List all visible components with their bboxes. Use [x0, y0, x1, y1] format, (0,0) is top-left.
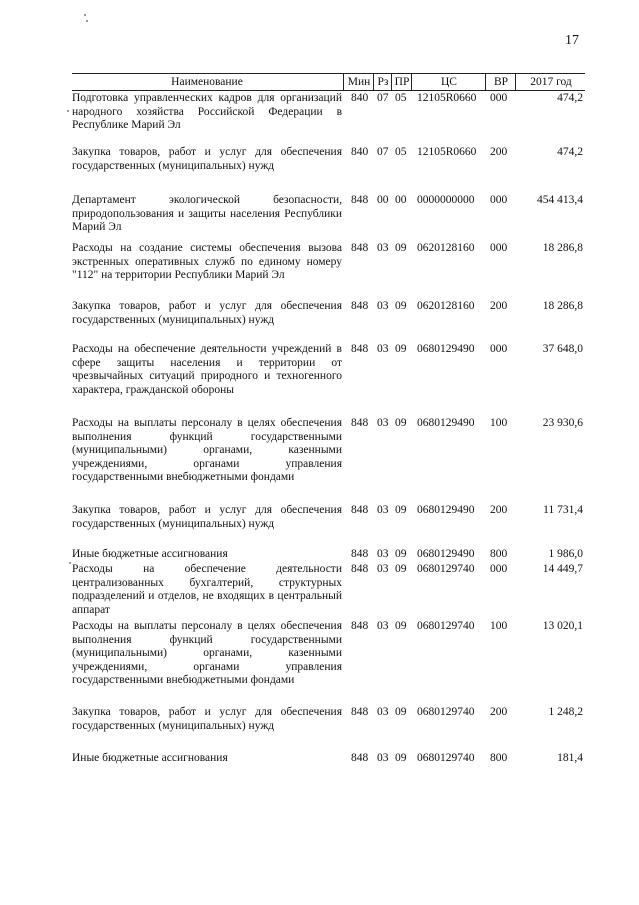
row-min: 848: [351, 706, 369, 718]
row-pr: 05: [395, 146, 407, 158]
row-min: 848: [351, 194, 369, 206]
row-vr: 000: [490, 242, 508, 254]
page-number: 17: [565, 33, 579, 48]
row-min: 848: [351, 300, 369, 312]
row-min: 840: [351, 146, 369, 158]
row-name: Иные бюджетные ассигнования: [72, 548, 228, 560]
row-pr: 09: [395, 563, 407, 575]
row-amount: 11 731,4: [543, 504, 583, 516]
row-rz: 00: [377, 194, 389, 206]
row-amount: 474,2: [557, 92, 583, 104]
row-amount: 18 286,8: [542, 300, 583, 312]
row-rz: 07: [377, 92, 389, 104]
table-header: [72, 73, 585, 91]
row-min: 848: [351, 242, 369, 254]
row-vr: 100: [490, 620, 508, 632]
row-vr: 200: [490, 146, 508, 158]
row-rz: 03: [377, 563, 389, 575]
row-vr: 100: [490, 417, 508, 429]
header-year: 2017 год: [515, 74, 586, 90]
scan-speck: [84, 14, 86, 16]
row-amount: 13 020,1: [542, 620, 583, 632]
row-min: 848: [351, 343, 369, 355]
row-pr: 09: [395, 504, 407, 516]
row-vr: 200: [490, 706, 508, 718]
row-pr: 09: [395, 343, 407, 355]
header-cs: ЦС: [411, 74, 486, 90]
table-row: [72, 194, 585, 242]
header-pr: ПР: [391, 74, 412, 90]
row-min: 848: [351, 548, 369, 560]
table-row: [72, 752, 585, 768]
row-name: Расходы на создание системы обеспечения вызова экстренных оперативных служб по единому номеру "112" на территории Республики Марий Эл: [72, 242, 342, 282]
row-name: Иные бюджетные ассигнования: [72, 752, 228, 764]
table-row: [72, 548, 585, 563]
scan-speck: [69, 562, 71, 564]
row-name: Департамент экологической безопасности, природопользования и защиты населения Республики Марий Эл: [72, 194, 342, 234]
row-cs: 0620128160: [417, 300, 475, 312]
row-name: Закупка товаров, работ и услуг для обеспечения государственных (муниципальных) нужд: [72, 706, 342, 732]
row-rz: 03: [377, 620, 389, 632]
row-amount: 23 930,6: [542, 417, 583, 429]
row-cs: 0680129490: [417, 417, 475, 429]
header-min: Мин: [343, 74, 374, 90]
row-name: Расходы на обеспечение деятельности учреждений в сфере защиты населения и территории от чрезвычайных ситуаций природного и техногенного характера, гражданской обороны: [72, 343, 342, 396]
row-min: 848: [351, 752, 369, 764]
row-min: 840: [351, 92, 369, 104]
row-min: 848: [351, 620, 369, 632]
row-name: Закупка товаров, работ и услуг для обеспечения государственных (муниципальных) нужд: [72, 504, 342, 530]
row-name: Подготовка управленческих кадров для организаций народного хозяйства Российской Федерации в Республике Марий Эл: [72, 92, 342, 132]
row-min: 848: [351, 504, 369, 516]
row-cs: 0620128160: [417, 242, 475, 254]
row-rz: 03: [377, 417, 389, 429]
row-pr: 09: [395, 242, 407, 254]
row-pr: 09: [395, 417, 407, 429]
row-pr: 05: [395, 92, 407, 104]
row-cs: 0680129740: [417, 706, 475, 718]
table-row: [72, 146, 585, 194]
row-name: Расходы на выплаты персоналу в целях обеспечения выполнения функций государственными (муниципальными) органами, казенными учреждениями, органами управления государственными внебюджетными фондами: [72, 620, 342, 687]
budget-table-body: [72, 92, 585, 768]
row-rz: 03: [377, 752, 389, 764]
row-cs: 0680129490: [417, 343, 475, 355]
table-row: [72, 706, 585, 752]
row-amount: 14 449,7: [542, 563, 583, 575]
row-rz: 03: [377, 343, 389, 355]
row-vr: 000: [490, 343, 508, 355]
table-row: [72, 563, 585, 620]
header-vr: ВР: [485, 74, 516, 90]
row-cs: 12105R0660: [417, 92, 477, 104]
row-vr: 000: [490, 194, 508, 206]
row-cs: 0680129740: [417, 563, 475, 575]
row-amount: 1 986,0: [548, 548, 583, 560]
table-row: [72, 417, 585, 504]
row-rz: 07: [377, 146, 389, 158]
table-row: [72, 343, 585, 417]
row-name: Закупка товаров, работ и услуг для обеспечения государственных (муниципальных) нужд: [72, 146, 342, 172]
row-pr: 00: [395, 194, 407, 206]
row-pr: 09: [395, 706, 407, 718]
row-amount: 474,2: [557, 146, 583, 158]
row-rz: 03: [377, 504, 389, 516]
scan-speck: [86, 20, 88, 22]
row-min: 848: [351, 563, 369, 575]
row-cs: 12105R0660: [417, 146, 477, 158]
row-min: 848: [351, 417, 369, 429]
table-row: [72, 300, 585, 343]
row-vr: 800: [490, 548, 508, 560]
row-amount: 181,4: [557, 752, 583, 764]
row-amount: 454 413,4: [537, 194, 583, 206]
row-pr: 09: [395, 548, 407, 560]
row-vr: 800: [490, 752, 508, 764]
row-name: Расходы на обеспечение деятельности централизованных бухгалтерий, структурных подразделений и отделов, не входящих в центральный аппарат: [72, 563, 342, 616]
row-vr: 200: [490, 504, 508, 516]
row-vr: 000: [490, 92, 508, 104]
row-amount: 1 248,2: [548, 706, 583, 718]
row-cs: 0680129490: [417, 504, 475, 516]
row-cs: 0680129740: [417, 620, 475, 632]
row-amount: 18 286,8: [542, 242, 583, 254]
header-rz: Рз: [373, 74, 392, 90]
row-rz: 03: [377, 242, 389, 254]
row-vr: 000: [490, 563, 508, 575]
row-cs: 0680129490: [417, 548, 475, 560]
row-name: Расходы на выплаты персоналу в целях обеспечения выполнения функций государственными (муниципальными) органами, казенными учреждениями, органами управления государственными внебюджетными фондами: [72, 417, 342, 484]
table-row: [72, 92, 585, 146]
row-pr: 09: [395, 300, 407, 312]
row-pr: 09: [395, 620, 407, 632]
row-rz: 03: [377, 706, 389, 718]
row-rz: 03: [377, 548, 389, 560]
row-pr: 09: [395, 752, 407, 764]
row-rz: 03: [377, 300, 389, 312]
row-name: Закупка товаров, работ и услуг для обеспечения государственных (муниципальных) нужд: [72, 300, 342, 326]
table-row: [72, 620, 585, 706]
header-name: Наименование: [171, 76, 243, 88]
row-cs: 0000000000: [417, 194, 475, 206]
row-amount: 37 648,0: [542, 343, 583, 355]
row-vr: 200: [490, 300, 508, 312]
row-cs: 0680129740: [417, 752, 475, 764]
table-row: [72, 242, 585, 300]
scan-speck: [67, 110, 69, 112]
table-row: [72, 504, 585, 548]
